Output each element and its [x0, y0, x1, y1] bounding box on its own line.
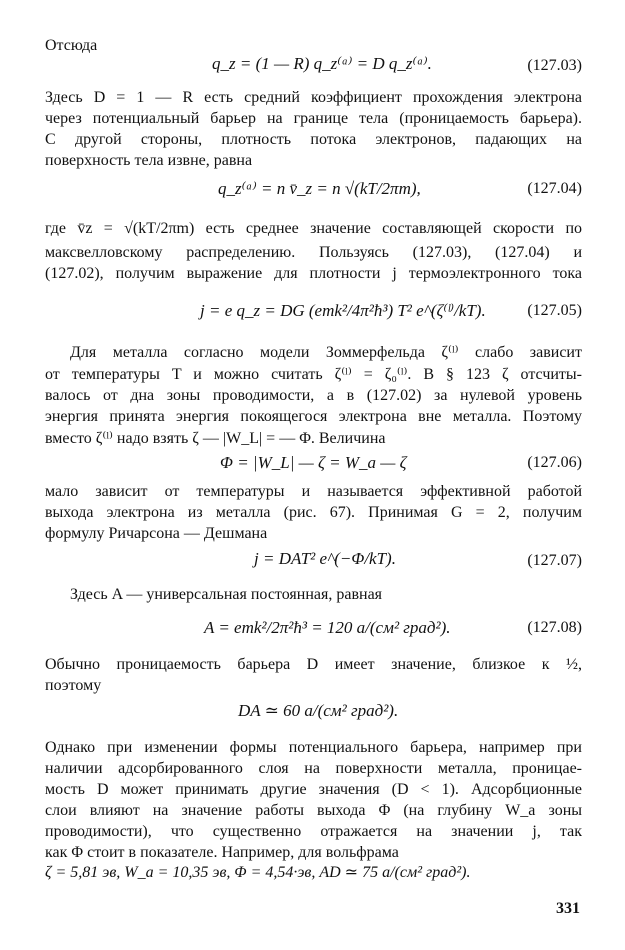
text-line: Здесь A — универсальная постоянная, равная	[70, 586, 383, 603]
text-line: Здесь D = 1 — R есть средний коэффициент прохождения электрона	[45, 89, 582, 106]
formula-da: DA ≃ 60 a/(см² град²).	[238, 701, 399, 720]
text-line: формулу Ричарсона — Дешмана	[45, 525, 268, 542]
text-line: мало зависит от температуры и называется эффективной работой	[45, 483, 582, 500]
text-line: валось от дна зоны проводимости, а в (127.02) за нулевой уровень	[45, 387, 582, 404]
equation-number: (127.07)	[527, 552, 582, 569]
formula-127-03: q_z = (1 — R) q_z⁽ᵃ⁾ = D q_z⁽ᵃ⁾.	[212, 54, 432, 73]
text-line: вместо ζ⁽ˡ⁾ надо взять ζ — |W_L| = — Φ. Величина	[45, 430, 386, 447]
formula-127-07: j = DAT² e^(−Φ/kT).	[254, 549, 396, 568]
text-line: мость D может принимать другие значения (D < 1). Адсорбционные	[45, 781, 582, 798]
text-line: энергия принята энергия покоящегося электрона вне металла. Поэтому	[45, 408, 582, 425]
text-line: Отсюда	[45, 37, 98, 54]
text-line: выхода электрона из металла (рис. 67). Принимая G = 2, получим	[45, 504, 582, 521]
text-line: от температуры T и можно считать ζ⁽ˡ⁾ = ζ₀⁽ˡ⁾. В § 123 ζ отсчиты-	[45, 366, 582, 383]
text-line: слои влияют на значение работы выхода Φ (на глубину W_a зоны	[45, 802, 582, 819]
text-line: наличии адсорбированного слоя на поверхности металла, проницае-	[45, 760, 582, 777]
text-line: Для металла согласно модели Зоммерфельда ζ⁽ˡ⁾ слабо зависит	[70, 344, 582, 361]
text-line: через потенциальный барьер на границе тела (проницаемость барьера).	[45, 110, 582, 127]
formula-127-08: A = emk²/2π²ħ³ = 120 a/(см² град²).	[204, 618, 451, 637]
text-line: С другой стороны, плотность потока электронов, падающих на	[45, 131, 582, 148]
equation-number: (127.05)	[527, 302, 582, 319]
text-line: максвелловскому распределению. Пользуясь (127.03), (127.04) и	[45, 244, 582, 261]
page-number: 331	[556, 900, 580, 917]
equation-number: (127.06)	[527, 454, 582, 471]
equation-number: (127.04)	[527, 180, 582, 197]
formula-127-06: Φ = |W_L| — ζ = W_a — ζ	[220, 453, 407, 472]
formula-127-04: q_z⁽ᵃ⁾ = n v̄_z = n √(kT/2πm),	[218, 179, 421, 198]
formula-127-05: j = e q_z = DG (emk²/4π²ħ³) T² e^(ζ⁽ˡ⁾/kT).	[200, 301, 486, 320]
text-line: поэтому	[45, 677, 102, 694]
text-line: проводимости), что существенно отражается на значении j, так	[45, 823, 582, 840]
equation-number: (127.03)	[527, 57, 582, 74]
text-line: Однако при изменении формы потенциального барьера, например при	[45, 739, 582, 756]
text-line: поверхность тела извне, равна	[45, 152, 253, 169]
text-line: где v̄z = √(kT/2πm) есть среднее значение составляющей скорости по	[45, 220, 582, 237]
text-line: (127.02), получим выражение для плотности j термоэлектронного тока	[45, 265, 582, 282]
text-line: Обычно проницаемость барьера D имеет значение, близкое к ½,	[45, 656, 582, 673]
text-line: как Φ стоит в показателе. Например, для вольфрама	[45, 844, 399, 861]
formula-tungsten: ζ = 5,81 эв, W_a = 10,35 эв, Φ = 4,54·эв, AD ≃ 75 a/(см² град²).	[45, 864, 471, 881]
equation-number: (127.08)	[527, 619, 582, 636]
